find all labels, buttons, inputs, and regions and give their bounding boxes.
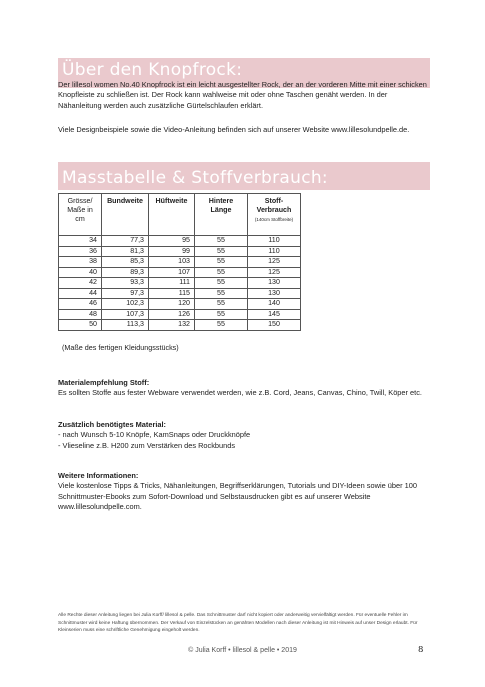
table-row — [59, 267, 301, 278]
table-cell: 150 — [248, 320, 301, 331]
table-cell: 102,3 — [102, 299, 149, 310]
table-cell: 50 — [59, 320, 102, 331]
table-cell: 42 — [59, 278, 102, 289]
table-cell: 145 — [248, 309, 301, 320]
section-header-band — [58, 162, 430, 190]
table-cell: 55 — [195, 236, 248, 247]
website-paragraph: Viele Designbeispiele sowie die Video-Anleitung befinden sich auf unserer Website www.lillesolundpelle.de. — [58, 125, 410, 134]
section-title-about: Über den Knopfrock: — [62, 60, 243, 80]
info-text: Viele kostenlose Tipps & Tricks, Nähanleitungen, Begriffserklärungen, Tutorials und DIY-Ideen sowie über 100 Schnittmuster-Ebooks zum Sofort-Download und Selbstausdrucken gibt es auf unserer Website www.lillesolundpelle.com. — [58, 481, 417, 512]
table-cell: 125 — [248, 257, 301, 268]
table-cell: 40 — [59, 267, 102, 278]
table-row — [59, 278, 301, 289]
header-size: Grösse/ Maße in cm — [59, 194, 102, 236]
material-block — [58, 378, 430, 399]
table-row — [59, 320, 301, 331]
info-label: Weitere Informationen: — [58, 471, 139, 480]
material-label: Materialempfehlung Stoff: — [58, 378, 150, 387]
table-cell: 111 — [149, 278, 195, 289]
table-cell: 115 — [149, 288, 195, 299]
table-cell: 55 — [195, 267, 248, 278]
table-cell: 140 — [248, 299, 301, 310]
table-cell: 130 — [248, 288, 301, 299]
table-cell: 34 — [59, 236, 102, 247]
table-row — [59, 236, 301, 247]
table-row — [59, 257, 301, 268]
table-cell: 55 — [195, 278, 248, 289]
intro-paragraph: Der lillesol women No.40 Knopfrock ist ein leicht ausgestellter Rock, der an der vorderen Mitte mit einer schicken Knopfleiste zu schließen ist. Der Rock kann wahlweise mit oder ohne Taschen genäht werden. In der Nähanleitung werden auch zusätzliche Gürtelschlaufen erklärt. — [58, 80, 427, 110]
extra-material-label: Zusätzlich benötigtes Material: — [58, 420, 167, 429]
table-cell: 103 — [149, 257, 195, 268]
header-length: Hintere Länge — [195, 194, 248, 236]
table-cell: 113,3 — [102, 320, 149, 331]
table-cell: 95 — [149, 236, 195, 247]
page-footer: © Julia Korff • lillesol & pelle • 2019 — [188, 647, 297, 654]
header-hip: Hüftweite — [149, 194, 195, 236]
table-cell: 77,3 — [102, 236, 149, 247]
table-cell: 55 — [195, 320, 248, 331]
header-waist: Bundweite — [102, 194, 149, 236]
table-cell: 97,3 — [102, 288, 149, 299]
extra-material-item: - Vlieseline z.B. H200 zum Verstärken des Rockbunds — [58, 440, 236, 450]
table-cell: 46 — [59, 299, 102, 310]
table-cell: 107 — [149, 267, 195, 278]
size-table — [58, 193, 301, 331]
extra-material-block — [58, 420, 430, 451]
table-cell: 120 — [149, 299, 195, 310]
table-cell: 85,3 — [102, 257, 149, 268]
table-caption: (Maße des fertigen Kleidungsstücks) — [62, 343, 179, 352]
table-cell: 130 — [248, 278, 301, 289]
table-cell: 132 — [149, 320, 195, 331]
table-cell: 93,3 — [102, 278, 149, 289]
table-cell: 126 — [149, 309, 195, 320]
table-cell: 55 — [195, 309, 248, 320]
table-cell: 55 — [195, 257, 248, 268]
table-cell: 36 — [59, 246, 102, 257]
table-cell: 125 — [248, 267, 301, 278]
table-row — [59, 299, 301, 310]
material-text: Es sollten Stoffe aus fester Webware verwendet werden, wie z.B. Cord, Jeans, Canvas, Chino, Twill, Köper etc. — [58, 388, 422, 398]
section-title-sizes: Masstabelle & Stoffverbrauch: — [62, 168, 328, 188]
table-cell: 81,3 — [102, 246, 149, 257]
table-cell: 110 — [248, 246, 301, 257]
header-fabric-label: Stoff-Verbrauch — [256, 197, 292, 214]
table-row — [59, 309, 301, 320]
header-fabric-note: (140cm Stoffbreite) — [254, 217, 294, 222]
copyright-footnote: Alle Rechte dieser Anleitung liegen bei Julia Korff/ lillesol & pelle. Das Schnittmuster darf nicht kopiert oder anderweitig vervielfältigt werden. Für eventuelle Fehler im Schnittmuster wird keine Haftung übernommen. Der Verkauf von Einzelstücken an genähten Modellen nach dieser Anleitung ist mit Hinweis auf unser Design erlaubt. Für Kleinserien muss eine schriftliche Genehmigung eingeholt werden. — [58, 613, 418, 634]
table-cell: 55 — [195, 288, 248, 299]
table-cell: 89,3 — [102, 267, 149, 278]
table-cell: 107,3 — [102, 309, 149, 320]
table-cell: 55 — [195, 246, 248, 257]
table-cell: 55 — [195, 299, 248, 310]
table-cell: 44 — [59, 288, 102, 299]
table-row — [59, 246, 301, 257]
extra-material-item: - nach Wunsch 5-10 Knöpfe, KamSnaps oder Druckknöpfe — [58, 430, 251, 440]
info-block — [58, 471, 430, 513]
table-header-row — [59, 194, 301, 236]
table-cell: 48 — [59, 309, 102, 320]
table-row — [59, 288, 301, 299]
header-fabric — [248, 194, 301, 236]
table-cell: 99 — [149, 246, 195, 257]
page-number: 8 — [418, 645, 424, 655]
table-cell: 38 — [59, 257, 102, 268]
table-cell: 110 — [248, 236, 301, 247]
